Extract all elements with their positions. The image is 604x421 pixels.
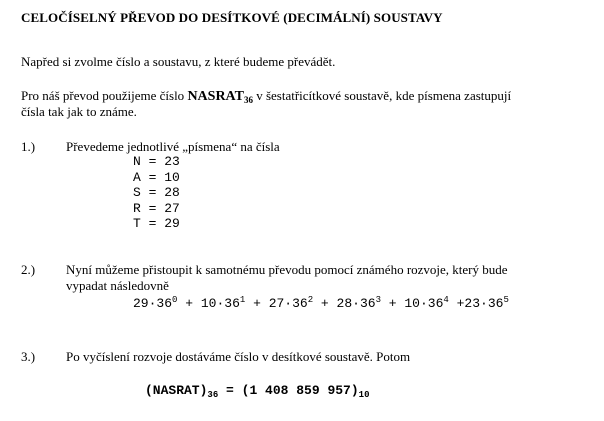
plus-operator: + bbox=[380, 296, 405, 311]
term-coefficient: 10 bbox=[200, 296, 217, 311]
term-coefficient: 10 bbox=[404, 296, 420, 311]
term-base: 36 bbox=[359, 296, 376, 311]
formula-term bbox=[464, 296, 508, 311]
term-exponent: 5 bbox=[503, 295, 509, 305]
plus-operator: + bbox=[245, 296, 269, 311]
multiplication-dot: · bbox=[352, 296, 360, 311]
formula-term bbox=[404, 296, 448, 311]
multiplication-dot: · bbox=[148, 296, 157, 311]
formula-term bbox=[133, 296, 177, 311]
multiplication-dot: · bbox=[419, 296, 428, 311]
result-equals: = bbox=[218, 383, 242, 398]
result-equation bbox=[145, 383, 369, 398]
term-base: 36 bbox=[487, 296, 504, 311]
expansion-formula bbox=[133, 296, 509, 311]
document-title: CELOČÍSELNÝ PŘEVOD DO DESÍTKOVÉ (DECIMÁLNÍ) SOUSTAVY bbox=[21, 10, 443, 25]
mapping-item: T = 29 bbox=[133, 216, 180, 231]
plus-operator: + bbox=[448, 296, 465, 311]
mapping-item: S = 28 bbox=[133, 185, 180, 200]
mapping-item: A = 10 bbox=[133, 169, 180, 185]
result-right-base: 10 bbox=[358, 390, 370, 400]
example-paragraph-line1 bbox=[21, 88, 511, 105]
step3-text: Po vyčíslení rozvoje dostáváme číslo v desítkové soustavě. Potom bbox=[66, 349, 411, 364]
result-left: (NASRAT) bbox=[145, 383, 208, 398]
term-exponent: 1 bbox=[239, 295, 246, 305]
mapping-item: N = 23 bbox=[133, 154, 180, 169]
example-text-before: Pro náš převod použijeme číslo bbox=[21, 88, 188, 103]
mapping-item: R = 27 bbox=[133, 200, 180, 216]
term-base: 36 bbox=[156, 296, 173, 311]
multiplication-dot: · bbox=[480, 296, 488, 311]
example-number: NASRAT bbox=[187, 89, 244, 104]
result-left-base: 36 bbox=[207, 390, 219, 400]
result-right: (1 408 859 957) bbox=[241, 383, 359, 398]
term-base: 36 bbox=[292, 296, 308, 311]
term-exponent: 0 bbox=[172, 295, 178, 305]
term-coefficient: 29 bbox=[133, 296, 149, 311]
term-base: 36 bbox=[427, 296, 444, 311]
multiplication-dot: · bbox=[284, 296, 293, 311]
step2-text-line2: vypadat následovně bbox=[66, 278, 169, 293]
example-number-base: 36 bbox=[243, 95, 253, 105]
term-exponent: 4 bbox=[443, 295, 449, 305]
formula-term bbox=[201, 296, 245, 311]
formula-term bbox=[337, 296, 381, 311]
step3-number: 3.) bbox=[21, 349, 36, 364]
term-coefficient: 27 bbox=[268, 296, 285, 311]
term-exponent: 2 bbox=[307, 295, 314, 305]
example-text-after: v šestatřicítkové soustavě, kde písmena zastupují bbox=[252, 88, 512, 103]
plus-operator: + bbox=[313, 296, 337, 311]
term-exponent: 3 bbox=[375, 295, 381, 305]
step1-mapping-list bbox=[133, 154, 180, 232]
example-paragraph-line2: čísla tak jak to známe. bbox=[21, 104, 137, 119]
step1-number: 1.) bbox=[21, 139, 36, 154]
multiplication-dot: · bbox=[216, 296, 225, 311]
step2-number: 2.) bbox=[21, 262, 36, 277]
plus-operator: + bbox=[177, 296, 201, 311]
intro-paragraph: Napřed si zvolme číslo a soustavu, z které budeme převádět. bbox=[21, 54, 336, 69]
formula-term bbox=[269, 296, 313, 311]
term-base: 36 bbox=[224, 296, 240, 311]
step1-text: Převedeme jednotlivé „písmena“ na čísla bbox=[66, 139, 280, 154]
term-coefficient: 23 bbox=[464, 296, 481, 311]
step2-text-line1: Nyní můžeme přistoupit k samotnému převodu pomocí známého rozvoje, který bude bbox=[66, 262, 508, 277]
term-coefficient: 28 bbox=[336, 296, 353, 311]
